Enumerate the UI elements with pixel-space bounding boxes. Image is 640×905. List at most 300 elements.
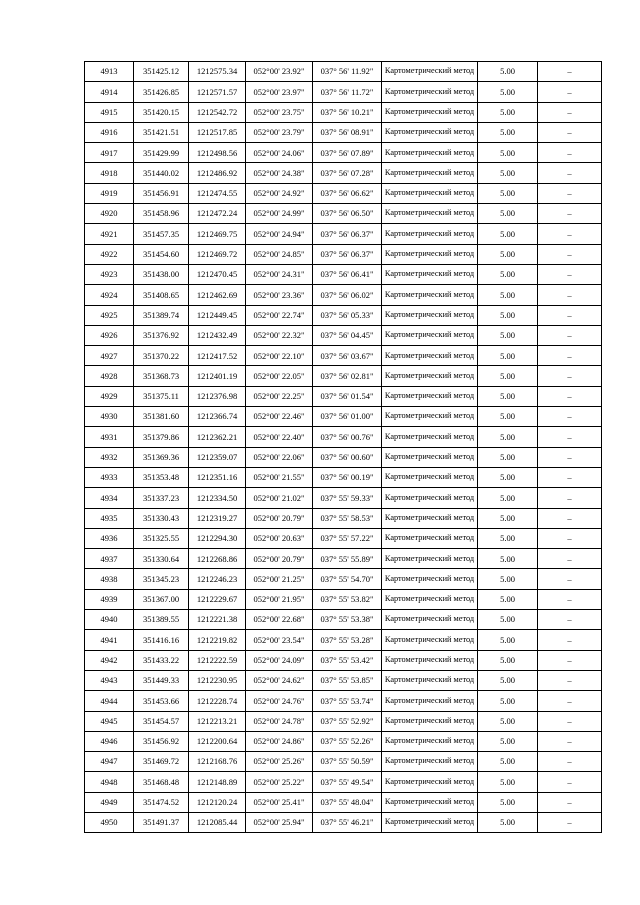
latitude-cell: 052°00' 23.97" <box>246 82 313 102</box>
longitude-cell: 037° 55' 53.38" <box>313 610 382 630</box>
y-coordinate-cell: 1212462.69 <box>189 285 246 305</box>
note-cell: – <box>538 467 602 487</box>
longitude-cell: 037° 56' 10.21" <box>313 102 382 122</box>
y-coordinate-cell: 1212376.98 <box>189 386 246 406</box>
accuracy-cell: 5.00 <box>478 122 538 142</box>
note-cell: – <box>538 691 602 711</box>
y-coordinate-cell: 1212085.44 <box>189 812 246 832</box>
method-cell: Картометрический метод <box>382 183 478 203</box>
note-cell: – <box>538 183 602 203</box>
y-coordinate-cell: 1212351.16 <box>189 467 246 487</box>
y-coordinate-cell: 1212498.56 <box>189 143 246 163</box>
latitude-cell: 052°00' 24.38" <box>246 163 313 183</box>
x-coordinate-cell: 351440.02 <box>134 163 189 183</box>
y-coordinate-cell: 1212268.86 <box>189 549 246 569</box>
method-cell: Картометрический метод <box>382 244 478 264</box>
method-cell: Картометрический метод <box>382 549 478 569</box>
longitude-cell: 037° 56' 06.37" <box>313 224 382 244</box>
y-coordinate-cell: 1212469.72 <box>189 244 246 264</box>
table-row <box>85 386 602 406</box>
y-coordinate-cell: 1212432.49 <box>189 325 246 345</box>
point-number-cell: 4939 <box>85 589 134 609</box>
latitude-cell: 052°00' 20.63" <box>246 528 313 548</box>
latitude-cell: 052°00' 24.06" <box>246 143 313 163</box>
y-coordinate-cell: 1212294.30 <box>189 528 246 548</box>
table-row <box>85 812 602 832</box>
method-cell: Картометрический метод <box>382 447 478 467</box>
x-coordinate-cell: 351379.86 <box>134 427 189 447</box>
table-row <box>85 325 602 345</box>
point-number-cell: 4950 <box>85 812 134 832</box>
accuracy-cell: 5.00 <box>478 244 538 264</box>
method-cell: Картометрический метод <box>382 772 478 792</box>
note-cell: – <box>538 143 602 163</box>
x-coordinate-cell: 351474.52 <box>134 792 189 812</box>
method-cell: Картометрический метод <box>382 62 478 82</box>
longitude-cell: 037° 56' 00.19" <box>313 467 382 487</box>
accuracy-cell: 5.00 <box>478 772 538 792</box>
x-coordinate-cell: 351456.92 <box>134 731 189 751</box>
y-coordinate-cell: 1212222.59 <box>189 650 246 670</box>
accuracy-cell: 5.00 <box>478 508 538 528</box>
longitude-cell: 037° 55' 53.82" <box>313 589 382 609</box>
x-coordinate-cell: 351369.36 <box>134 447 189 467</box>
longitude-cell: 037° 55' 59.33" <box>313 488 382 508</box>
point-number-cell: 4920 <box>85 204 134 224</box>
accuracy-cell: 5.00 <box>478 691 538 711</box>
note-cell: – <box>538 82 602 102</box>
latitude-cell: 052°00' 21.95" <box>246 589 313 609</box>
longitude-cell: 037° 55' 49.54" <box>313 772 382 792</box>
latitude-cell: 052°00' 22.10" <box>246 346 313 366</box>
method-cell: Картометрический метод <box>382 305 478 325</box>
accuracy-cell: 5.00 <box>478 285 538 305</box>
table-row <box>85 792 602 812</box>
latitude-cell: 052°00' 23.79" <box>246 122 313 142</box>
method-cell: Картометрический метод <box>382 670 478 690</box>
note-cell: – <box>538 204 602 224</box>
y-coordinate-cell: 1212575.34 <box>189 62 246 82</box>
method-cell: Картометрический метод <box>382 528 478 548</box>
method-cell: Картометрический метод <box>382 792 478 812</box>
method-cell: Картометрический метод <box>382 711 478 731</box>
longitude-cell: 037° 56' 03.67" <box>313 346 382 366</box>
table-row <box>85 772 602 792</box>
method-cell: Картометрический метод <box>382 366 478 386</box>
longitude-cell: 037° 55' 53.85" <box>313 670 382 690</box>
longitude-cell: 037° 56' 06.62" <box>313 183 382 203</box>
note-cell: – <box>538 264 602 284</box>
x-coordinate-cell: 351421.51 <box>134 122 189 142</box>
x-coordinate-cell: 351453.66 <box>134 691 189 711</box>
accuracy-cell: 5.00 <box>478 305 538 325</box>
latitude-cell: 052°00' 25.94" <box>246 812 313 832</box>
longitude-cell: 037° 55' 54.70" <box>313 569 382 589</box>
x-coordinate-cell: 351330.43 <box>134 508 189 528</box>
x-coordinate-cell: 351368.73 <box>134 366 189 386</box>
method-cell: Картометрический метод <box>382 731 478 751</box>
y-coordinate-cell: 1212474.55 <box>189 183 246 203</box>
method-cell: Картометрический метод <box>382 589 478 609</box>
note-cell: – <box>538 528 602 548</box>
longitude-cell: 037° 56' 11.92" <box>313 62 382 82</box>
latitude-cell: 052°00' 21.02" <box>246 488 313 508</box>
y-coordinate-cell: 1212542.72 <box>189 102 246 122</box>
accuracy-cell: 5.00 <box>478 488 538 508</box>
y-coordinate-cell: 1212517.85 <box>189 122 246 142</box>
y-coordinate-cell: 1212470.45 <box>189 264 246 284</box>
latitude-cell: 052°00' 22.32" <box>246 325 313 345</box>
y-coordinate-cell: 1212362.21 <box>189 427 246 447</box>
longitude-cell: 037° 56' 01.54" <box>313 386 382 406</box>
note-cell: – <box>538 610 602 630</box>
note-cell: – <box>538 62 602 82</box>
point-number-cell: 4923 <box>85 264 134 284</box>
latitude-cell: 052°00' 24.62" <box>246 670 313 690</box>
longitude-cell: 037° 56' 00.60" <box>313 447 382 467</box>
latitude-cell: 052°00' 23.36" <box>246 285 313 305</box>
longitude-cell: 037° 55' 53.28" <box>313 630 382 650</box>
y-coordinate-cell: 1212120.24 <box>189 792 246 812</box>
x-coordinate-cell: 351370.22 <box>134 346 189 366</box>
method-cell: Картометрический метод <box>382 508 478 528</box>
note-cell: – <box>538 325 602 345</box>
table-row <box>85 143 602 163</box>
point-number-cell: 4928 <box>85 366 134 386</box>
y-coordinate-cell: 1212168.76 <box>189 752 246 772</box>
x-coordinate-cell: 351381.60 <box>134 407 189 427</box>
method-cell: Картометрический метод <box>382 346 478 366</box>
table-row <box>85 731 602 751</box>
x-coordinate-cell: 351375.11 <box>134 386 189 406</box>
accuracy-cell: 5.00 <box>478 731 538 751</box>
longitude-cell: 037° 56' 01.00" <box>313 407 382 427</box>
longitude-cell: 037° 55' 53.42" <box>313 650 382 670</box>
method-cell: Картометрический метод <box>382 650 478 670</box>
x-coordinate-cell: 351389.55 <box>134 610 189 630</box>
latitude-cell: 052°00' 22.40" <box>246 427 313 447</box>
accuracy-cell: 5.00 <box>478 102 538 122</box>
method-cell: Картометрический метод <box>382 82 478 102</box>
point-number-cell: 4919 <box>85 183 134 203</box>
latitude-cell: 052°00' 22.25" <box>246 386 313 406</box>
longitude-cell: 037° 56' 06.02" <box>313 285 382 305</box>
point-number-cell: 4942 <box>85 650 134 670</box>
coordinates-table <box>84 61 602 833</box>
table-row <box>85 752 602 772</box>
latitude-cell: 052°00' 24.94" <box>246 224 313 244</box>
accuracy-cell: 5.00 <box>478 82 538 102</box>
point-number-cell: 4914 <box>85 82 134 102</box>
y-coordinate-cell: 1212200.64 <box>189 731 246 751</box>
method-cell: Картометрический метод <box>382 752 478 772</box>
x-coordinate-cell: 351330.64 <box>134 549 189 569</box>
table-row <box>85 650 602 670</box>
y-coordinate-cell: 1212449.45 <box>189 305 246 325</box>
note-cell: – <box>538 285 602 305</box>
note-cell: – <box>538 102 602 122</box>
y-coordinate-cell: 1212230.95 <box>189 670 246 690</box>
y-coordinate-cell: 1212219.82 <box>189 630 246 650</box>
longitude-cell: 037° 56' 06.41" <box>313 264 382 284</box>
note-cell: – <box>538 812 602 832</box>
table-row <box>85 244 602 264</box>
method-cell: Картометрический метод <box>382 285 478 305</box>
latitude-cell: 052°00' 24.92" <box>246 183 313 203</box>
table-row <box>85 264 602 284</box>
longitude-cell: 037° 56' 04.45" <box>313 325 382 345</box>
x-coordinate-cell: 351420.15 <box>134 102 189 122</box>
y-coordinate-cell: 1212571.57 <box>189 82 246 102</box>
accuracy-cell: 5.00 <box>478 792 538 812</box>
table-row <box>85 610 602 630</box>
table-row <box>85 670 602 690</box>
accuracy-cell: 5.00 <box>478 447 538 467</box>
method-cell: Картометрический метод <box>382 163 478 183</box>
latitude-cell: 052°00' 21.55" <box>246 467 313 487</box>
longitude-cell: 037° 55' 53.74" <box>313 691 382 711</box>
table-row <box>85 183 602 203</box>
y-coordinate-cell: 1212221.38 <box>189 610 246 630</box>
longitude-cell: 037° 56' 02.81" <box>313 366 382 386</box>
longitude-cell: 037° 55' 48.04" <box>313 792 382 812</box>
latitude-cell: 052°00' 23.92" <box>246 62 313 82</box>
method-cell: Картометрический метод <box>382 386 478 406</box>
table-row <box>85 549 602 569</box>
method-cell: Картометрический метод <box>382 224 478 244</box>
longitude-cell: 037° 56' 06.50" <box>313 204 382 224</box>
latitude-cell: 052°00' 22.06" <box>246 447 313 467</box>
x-coordinate-cell: 351426.85 <box>134 82 189 102</box>
accuracy-cell: 5.00 <box>478 569 538 589</box>
point-number-cell: 4915 <box>85 102 134 122</box>
point-number-cell: 4935 <box>85 508 134 528</box>
point-number-cell: 4921 <box>85 224 134 244</box>
accuracy-cell: 5.00 <box>478 610 538 630</box>
latitude-cell: 052°00' 25.26" <box>246 752 313 772</box>
accuracy-cell: 5.00 <box>478 467 538 487</box>
note-cell: – <box>538 731 602 751</box>
method-cell: Картометрический метод <box>382 325 478 345</box>
table-row <box>85 285 602 305</box>
accuracy-cell: 5.00 <box>478 589 538 609</box>
table-row <box>85 467 602 487</box>
table-row <box>85 711 602 731</box>
accuracy-cell: 5.00 <box>478 528 538 548</box>
accuracy-cell: 5.00 <box>478 62 538 82</box>
point-number-cell: 4949 <box>85 792 134 812</box>
point-number-cell: 4924 <box>85 285 134 305</box>
note-cell: – <box>538 670 602 690</box>
accuracy-cell: 5.00 <box>478 630 538 650</box>
point-number-cell: 4946 <box>85 731 134 751</box>
longitude-cell: 037° 56' 07.28" <box>313 163 382 183</box>
point-number-cell: 4932 <box>85 447 134 467</box>
x-coordinate-cell: 351454.57 <box>134 711 189 731</box>
note-cell: – <box>538 589 602 609</box>
latitude-cell: 052°00' 24.31" <box>246 264 313 284</box>
table-row <box>85 102 602 122</box>
note-cell: – <box>538 407 602 427</box>
longitude-cell: 037° 56' 00.76" <box>313 427 382 447</box>
note-cell: – <box>538 772 602 792</box>
accuracy-cell: 5.00 <box>478 427 538 447</box>
latitude-cell: 052°00' 24.85" <box>246 244 313 264</box>
accuracy-cell: 5.00 <box>478 183 538 203</box>
note-cell: – <box>538 447 602 467</box>
table-row <box>85 630 602 650</box>
accuracy-cell: 5.00 <box>478 670 538 690</box>
point-number-cell: 4938 <box>85 569 134 589</box>
note-cell: – <box>538 650 602 670</box>
method-cell: Картометрический метод <box>382 610 478 630</box>
longitude-cell: 037° 55' 52.26" <box>313 731 382 751</box>
note-cell: – <box>538 366 602 386</box>
point-number-cell: 4922 <box>85 244 134 264</box>
note-cell: – <box>538 569 602 589</box>
x-coordinate-cell: 351325.55 <box>134 528 189 548</box>
note-cell: – <box>538 630 602 650</box>
y-coordinate-cell: 1212401.19 <box>189 366 246 386</box>
method-cell: Картометрический метод <box>382 264 478 284</box>
x-coordinate-cell: 351345.23 <box>134 569 189 589</box>
accuracy-cell: 5.00 <box>478 752 538 772</box>
x-coordinate-cell: 351458.96 <box>134 204 189 224</box>
accuracy-cell: 5.00 <box>478 143 538 163</box>
x-coordinate-cell: 351337.23 <box>134 488 189 508</box>
method-cell: Картометрический метод <box>382 467 478 487</box>
latitude-cell: 052°00' 20.79" <box>246 549 313 569</box>
accuracy-cell: 5.00 <box>478 407 538 427</box>
note-cell: – <box>538 508 602 528</box>
latitude-cell: 052°00' 22.74" <box>246 305 313 325</box>
method-cell: Картометрический метод <box>382 143 478 163</box>
y-coordinate-cell: 1212148.89 <box>189 772 246 792</box>
point-number-cell: 4927 <box>85 346 134 366</box>
method-cell: Картометрический метод <box>382 630 478 650</box>
method-cell: Картометрический метод <box>382 691 478 711</box>
point-number-cell: 4941 <box>85 630 134 650</box>
method-cell: Картометрический метод <box>382 812 478 832</box>
latitude-cell: 052°00' 22.05" <box>246 366 313 386</box>
table-row <box>85 508 602 528</box>
latitude-cell: 052°00' 24.99" <box>246 204 313 224</box>
point-number-cell: 4937 <box>85 549 134 569</box>
latitude-cell: 052°00' 22.68" <box>246 610 313 630</box>
point-number-cell: 4945 <box>85 711 134 731</box>
y-coordinate-cell: 1212486.92 <box>189 163 246 183</box>
point-number-cell: 4925 <box>85 305 134 325</box>
latitude-cell: 052°00' 23.75" <box>246 102 313 122</box>
note-cell: – <box>538 224 602 244</box>
x-coordinate-cell: 351353.48 <box>134 467 189 487</box>
accuracy-cell: 5.00 <box>478 204 538 224</box>
table-body <box>85 62 602 833</box>
note-cell: – <box>538 711 602 731</box>
point-number-cell: 4948 <box>85 772 134 792</box>
x-coordinate-cell: 351438.00 <box>134 264 189 284</box>
table-row <box>85 82 602 102</box>
longitude-cell: 037° 56' 11.72" <box>313 82 382 102</box>
note-cell: – <box>538 305 602 325</box>
accuracy-cell: 5.00 <box>478 549 538 569</box>
point-number-cell: 4934 <box>85 488 134 508</box>
table-row <box>85 488 602 508</box>
note-cell: – <box>538 244 602 264</box>
method-cell: Картометрический метод <box>382 427 478 447</box>
table-row <box>85 163 602 183</box>
point-number-cell: 4931 <box>85 427 134 447</box>
y-coordinate-cell: 1212469.75 <box>189 224 246 244</box>
y-coordinate-cell: 1212213.21 <box>189 711 246 731</box>
latitude-cell: 052°00' 25.41" <box>246 792 313 812</box>
accuracy-cell: 5.00 <box>478 812 538 832</box>
x-coordinate-cell: 351408.65 <box>134 285 189 305</box>
table-row <box>85 589 602 609</box>
table-row <box>85 224 602 244</box>
point-number-cell: 4916 <box>85 122 134 142</box>
point-number-cell: 4947 <box>85 752 134 772</box>
x-coordinate-cell: 351457.35 <box>134 224 189 244</box>
longitude-cell: 037° 55' 46.21" <box>313 812 382 832</box>
note-cell: – <box>538 122 602 142</box>
longitude-cell: 037° 56' 08.91" <box>313 122 382 142</box>
longitude-cell: 037° 55' 50.59" <box>313 752 382 772</box>
latitude-cell: 052°00' 24.09" <box>246 650 313 670</box>
longitude-cell: 037° 55' 55.89" <box>313 549 382 569</box>
latitude-cell: 052°00' 23.54" <box>246 630 313 650</box>
y-coordinate-cell: 1212417.52 <box>189 346 246 366</box>
note-cell: – <box>538 427 602 447</box>
y-coordinate-cell: 1212228.74 <box>189 691 246 711</box>
latitude-cell: 052°00' 24.78" <box>246 711 313 731</box>
table-row <box>85 62 602 82</box>
note-cell: – <box>538 752 602 772</box>
x-coordinate-cell: 351468.48 <box>134 772 189 792</box>
x-coordinate-cell: 351376.92 <box>134 325 189 345</box>
point-number-cell: 4936 <box>85 528 134 548</box>
point-number-cell: 4944 <box>85 691 134 711</box>
longitude-cell: 037° 55' 58.53" <box>313 508 382 528</box>
y-coordinate-cell: 1212246.23 <box>189 569 246 589</box>
accuracy-cell: 5.00 <box>478 386 538 406</box>
latitude-cell: 052°00' 25.22" <box>246 772 313 792</box>
table-row <box>85 407 602 427</box>
table-row <box>85 691 602 711</box>
y-coordinate-cell: 1212366.74 <box>189 407 246 427</box>
accuracy-cell: 5.00 <box>478 711 538 731</box>
latitude-cell: 052°00' 20.79" <box>246 508 313 528</box>
method-cell: Картометрический метод <box>382 204 478 224</box>
longitude-cell: 037° 56' 05.33" <box>313 305 382 325</box>
latitude-cell: 052°00' 24.76" <box>246 691 313 711</box>
note-cell: – <box>538 488 602 508</box>
y-coordinate-cell: 1212229.67 <box>189 589 246 609</box>
point-number-cell: 4926 <box>85 325 134 345</box>
accuracy-cell: 5.00 <box>478 325 538 345</box>
accuracy-cell: 5.00 <box>478 650 538 670</box>
note-cell: – <box>538 346 602 366</box>
point-number-cell: 4929 <box>85 386 134 406</box>
point-number-cell: 4943 <box>85 670 134 690</box>
y-coordinate-cell: 1212472.24 <box>189 204 246 224</box>
accuracy-cell: 5.00 <box>478 264 538 284</box>
x-coordinate-cell: 351456.91 <box>134 183 189 203</box>
accuracy-cell: 5.00 <box>478 163 538 183</box>
table-row <box>85 447 602 467</box>
x-coordinate-cell: 351449.33 <box>134 670 189 690</box>
table-row <box>85 366 602 386</box>
